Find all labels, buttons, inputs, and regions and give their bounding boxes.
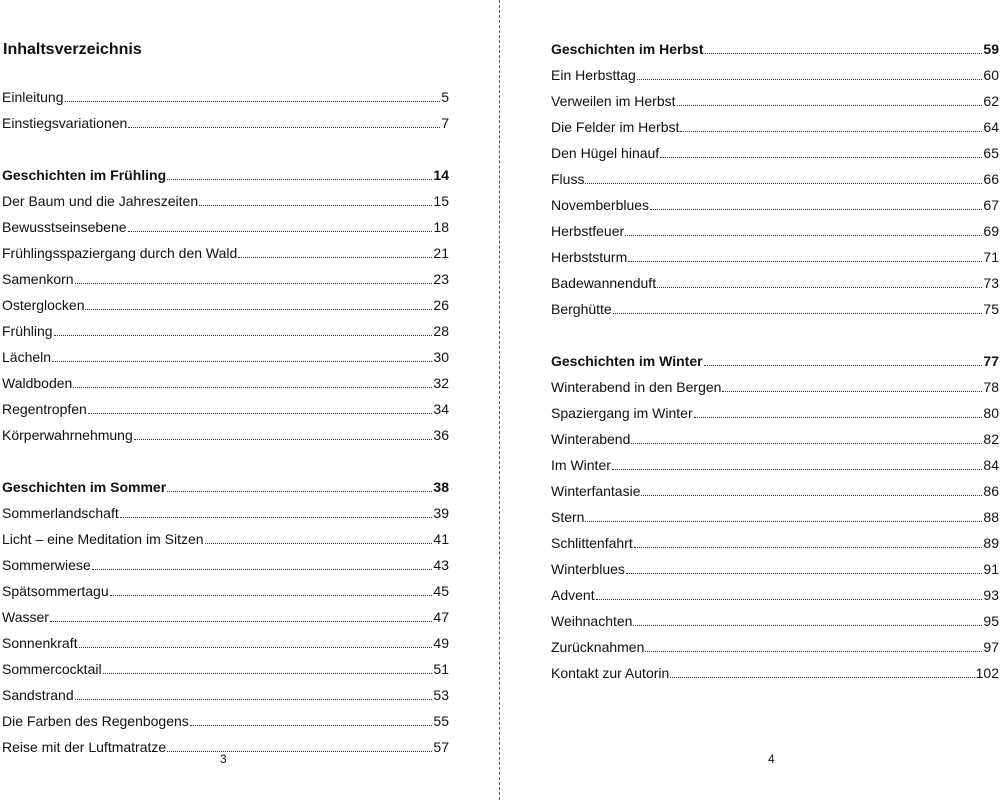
toc-entry[interactable] xyxy=(549,194,1000,214)
toc-entry-label: Badewannenduft xyxy=(551,275,657,291)
toc-entry-page-number: 45 xyxy=(433,583,449,599)
dot-leader xyxy=(670,677,974,678)
toc-entry-page-number: 53 xyxy=(433,687,449,703)
toc-entry[interactable] xyxy=(0,242,451,262)
toc-entry-label: Winterfantasie xyxy=(551,483,641,499)
toc-entry-page-number: 36 xyxy=(433,427,449,443)
toc-entry-label: Herbstfeuer xyxy=(551,223,625,239)
toc-entry-label: Spaziergang im Winter xyxy=(551,405,693,421)
toc-entry[interactable] xyxy=(0,502,451,522)
toc-entry-page-number: 82 xyxy=(983,431,999,447)
toc-entry[interactable] xyxy=(549,402,1000,422)
toc-entry-page-number: 23 xyxy=(433,271,449,287)
toc-entry-label: Bewusstseinsebene xyxy=(2,219,127,235)
dot-leader xyxy=(54,335,433,336)
toc-entry-page-number: 21 xyxy=(433,245,449,261)
dot-leader xyxy=(73,387,432,388)
dot-leader xyxy=(694,417,983,418)
toc-entry[interactable] xyxy=(0,346,451,366)
toc-entry-page-number: 41 xyxy=(433,531,449,547)
dot-leader xyxy=(641,495,982,496)
dot-leader xyxy=(75,699,433,700)
toc-entry-label: Geschichten im Frühling xyxy=(2,167,167,183)
page-divider xyxy=(499,0,500,800)
dot-leader xyxy=(199,205,432,206)
toc-title: Inhaltsverzeichnis xyxy=(3,41,142,58)
toc-entry[interactable] xyxy=(0,580,451,600)
toc-entry-page-number: 51 xyxy=(433,661,449,677)
toc-entry-label: Weihnachten xyxy=(551,613,633,629)
toc-entry-page-number: 102 xyxy=(975,665,999,681)
toc-entry-page-number: 5 xyxy=(441,89,449,105)
toc-entry-label: Licht – eine Meditation im Sitzen xyxy=(2,531,204,547)
toc-entry-label: Ein Herbsttag xyxy=(551,67,636,83)
toc-entry-page-number: 89 xyxy=(983,535,999,551)
toc-entry-page-number: 65 xyxy=(983,145,999,161)
dot-leader xyxy=(128,127,440,128)
toc-entry-label: Osterglocken xyxy=(2,297,85,313)
toc-entry[interactable] xyxy=(549,480,1000,500)
toc-entry[interactable] xyxy=(0,606,451,626)
toc-entry-page-number: 97 xyxy=(983,639,999,655)
dot-leader xyxy=(612,469,983,470)
toc-entry-page-number: 62 xyxy=(983,93,999,109)
toc-entry-label: Lächeln xyxy=(2,349,52,365)
toc-entry-label: Reise mit der Luftmatratze xyxy=(2,739,167,755)
dot-leader xyxy=(205,543,433,544)
dot-leader xyxy=(238,257,432,258)
toc-entry-label: Sommerwiese xyxy=(2,557,91,573)
toc-entry-label: Spätsommertagu xyxy=(2,583,109,599)
dot-leader xyxy=(103,673,433,674)
toc-entry-label: Im Winter xyxy=(551,457,611,473)
toc-entry[interactable] xyxy=(0,424,451,444)
dot-leader xyxy=(120,517,433,518)
toc-entry-label: Sommercocktail xyxy=(2,661,102,677)
toc-entry[interactable] xyxy=(549,298,1000,318)
toc-entry-page-number: 32 xyxy=(433,375,449,391)
dot-leader xyxy=(128,231,433,232)
toc-entry[interactable] xyxy=(549,168,1000,188)
dot-leader xyxy=(585,521,982,522)
toc-entry-page-number: 95 xyxy=(983,613,999,629)
toc-entry-page-number: 66 xyxy=(983,171,999,187)
toc-entry-page-number: 78 xyxy=(983,379,999,395)
toc-entry[interactable] xyxy=(0,112,451,132)
toc-entry-label: Winterblues xyxy=(551,561,625,577)
dot-leader xyxy=(626,573,983,574)
toc-entry-label: Stern xyxy=(551,509,585,525)
toc-entry[interactable] xyxy=(0,398,451,418)
toc-entry-page-number: 39 xyxy=(433,505,449,521)
toc-entry[interactable] xyxy=(549,428,1000,448)
toc-entry-label: Kontakt zur Autorin xyxy=(551,665,670,681)
toc-entry-label: Herbststurm xyxy=(551,249,628,265)
toc-entry-page-number: 34 xyxy=(433,401,449,417)
dot-leader xyxy=(705,53,983,54)
toc-entry-page-number: 73 xyxy=(983,275,999,291)
toc-entry-page-number: 60 xyxy=(983,67,999,83)
dot-leader xyxy=(596,599,983,600)
dot-leader xyxy=(613,313,983,314)
toc-entry-page-number: 91 xyxy=(983,561,999,577)
toc-entry[interactable] xyxy=(549,532,1000,552)
dot-leader xyxy=(85,309,432,310)
toc-section-heading[interactable] xyxy=(549,350,1000,370)
toc-entry-label: Sommerlandschaft xyxy=(2,505,119,521)
toc-entry-page-number: 26 xyxy=(433,297,449,313)
toc-entry[interactable] xyxy=(549,636,1000,656)
toc-entry-label: Regentropfen xyxy=(2,401,87,417)
dot-leader xyxy=(110,595,433,596)
dot-leader xyxy=(134,439,433,440)
dot-leader xyxy=(660,157,982,158)
dot-leader xyxy=(645,651,982,652)
dot-leader xyxy=(75,283,433,284)
toc-entry-label: Frühlingsspaziergang durch den Wald xyxy=(2,245,238,261)
toc-entry[interactable] xyxy=(549,584,1000,604)
toc-entry[interactable] xyxy=(549,90,1000,110)
toc-entry-label: Sonnenkraft xyxy=(2,635,78,651)
toc-entry-label: Sandstrand xyxy=(2,687,74,703)
toc-entry-label: Frühling xyxy=(2,323,53,339)
toc-section-heading[interactable] xyxy=(0,164,451,184)
toc-entry-page-number: 77 xyxy=(983,353,999,369)
toc-entry-label: Den Hügel hinauf xyxy=(551,145,660,161)
toc-entry-label: Verweilen im Herbst xyxy=(551,93,676,109)
toc-entry-page-number: 57 xyxy=(433,739,449,755)
toc-entry-label: Geschichten im Sommer xyxy=(2,479,167,495)
toc-entry[interactable] xyxy=(549,454,1000,474)
dot-leader xyxy=(65,101,441,102)
toc-entry[interactable] xyxy=(549,376,1000,396)
dot-leader xyxy=(190,725,433,726)
dot-leader xyxy=(633,625,982,626)
toc-entry[interactable] xyxy=(549,558,1000,578)
toc-entry-page-number: 38 xyxy=(433,479,449,495)
toc-entry-page-number: 55 xyxy=(433,713,449,729)
toc-entry-page-number: 43 xyxy=(433,557,449,573)
page-number: 3 xyxy=(220,752,227,766)
dot-leader xyxy=(52,361,432,362)
toc-entry[interactable] xyxy=(549,246,1000,266)
toc-entry-page-number: 59 xyxy=(983,41,999,57)
toc-entry-label: Waldboden xyxy=(2,375,73,391)
toc-entry-page-number: 80 xyxy=(983,405,999,421)
toc-entry-label: Die Farben des Regenbogens xyxy=(2,713,189,729)
toc-entry-page-number: 75 xyxy=(983,301,999,317)
toc-entry-page-number: 93 xyxy=(983,587,999,603)
toc-entry-label: Einleitung xyxy=(2,89,64,105)
toc-entry-page-number: 86 xyxy=(983,483,999,499)
toc-entry-page-number: 84 xyxy=(983,457,999,473)
page-number: 4 xyxy=(768,752,775,766)
toc-entry-label: Fluss xyxy=(551,171,585,187)
dot-leader xyxy=(92,569,433,570)
dot-leader xyxy=(79,647,433,648)
toc-entry-page-number: 71 xyxy=(983,249,999,265)
toc-entry[interactable] xyxy=(0,528,451,548)
dot-leader xyxy=(650,209,982,210)
toc-entry-page-number: 14 xyxy=(433,167,449,183)
dot-leader xyxy=(637,79,983,80)
toc-entry-label: Schlittenfahrt xyxy=(551,535,633,551)
toc-entry[interactable] xyxy=(0,372,451,392)
dot-leader xyxy=(631,443,982,444)
toc-entry[interactable] xyxy=(549,272,1000,292)
toc-entry-label: Wasser xyxy=(2,609,49,625)
dot-leader xyxy=(704,365,983,366)
dot-leader xyxy=(50,621,432,622)
toc-entry[interactable] xyxy=(0,632,451,652)
dot-leader xyxy=(167,179,432,180)
toc-entry-label: Körperwahrnehmung xyxy=(2,427,133,443)
dot-leader xyxy=(585,183,982,184)
dot-leader xyxy=(677,105,983,106)
dot-leader xyxy=(657,287,982,288)
toc-section-heading[interactable] xyxy=(549,38,1000,58)
toc-entry-label: Samenkorn xyxy=(2,271,74,287)
toc-entry-page-number: 49 xyxy=(433,635,449,651)
toc-entry-page-number: 15 xyxy=(433,193,449,209)
toc-entry[interactable] xyxy=(549,116,1000,136)
toc-entry-label: Geschichten im Winter xyxy=(551,353,703,369)
dot-leader xyxy=(167,491,432,492)
toc-entry[interactable] xyxy=(0,684,451,704)
toc-entry-label: Berghütte xyxy=(551,301,612,317)
toc-entry-page-number: 18 xyxy=(433,219,449,235)
toc-entry[interactable] xyxy=(549,220,1000,240)
toc-entry[interactable] xyxy=(549,142,1000,162)
toc-entry[interactable] xyxy=(0,658,451,678)
toc-entry-page-number: 88 xyxy=(983,509,999,525)
dot-leader xyxy=(680,131,982,132)
dot-leader xyxy=(628,261,982,262)
toc-entry-label: Winterabend xyxy=(551,431,631,447)
toc-entry-page-number: 28 xyxy=(433,323,449,339)
toc-entry[interactable] xyxy=(0,710,451,730)
toc-entry[interactable] xyxy=(549,662,1000,682)
toc-entry-page-number: 7 xyxy=(441,115,449,131)
toc-entry[interactable] xyxy=(0,268,451,288)
toc-entry-page-number: 69 xyxy=(983,223,999,239)
toc-entry-label: Die Felder im Herbst xyxy=(551,119,680,135)
toc-entry[interactable] xyxy=(0,190,451,210)
toc-entry-page-number: 64 xyxy=(983,119,999,135)
toc-entry[interactable] xyxy=(549,64,1000,84)
toc-section-heading[interactable] xyxy=(0,476,451,496)
toc-entry-label: Zurücknahmen xyxy=(551,639,645,655)
toc-entry[interactable] xyxy=(0,294,451,314)
toc-entry-label: Advent xyxy=(551,587,595,603)
toc-entry-label: Der Baum und die Jahreszeiten xyxy=(2,193,199,209)
dot-leader xyxy=(634,547,983,548)
toc-entry-label: Winterabend in den Bergen xyxy=(551,379,722,395)
toc-entry[interactable] xyxy=(549,506,1000,526)
dot-leader xyxy=(167,751,432,752)
toc-entry-label: Geschichten im Herbst xyxy=(551,41,704,57)
toc-entry[interactable] xyxy=(0,320,451,340)
toc-entry-page-number: 67 xyxy=(983,197,999,213)
toc-entry[interactable] xyxy=(549,610,1000,630)
toc-entry-page-number: 30 xyxy=(433,349,449,365)
toc-entry[interactable] xyxy=(0,554,451,574)
dot-leader xyxy=(625,235,982,236)
toc-entry[interactable] xyxy=(0,86,451,106)
dot-leader xyxy=(88,413,433,414)
toc-entry-page-number: 47 xyxy=(433,609,449,625)
toc-entry-label: Novemberblues xyxy=(551,197,650,213)
toc-entry-label: Einstiegsvariationen xyxy=(2,115,128,131)
dot-leader xyxy=(722,391,982,392)
toc-entry[interactable] xyxy=(0,216,451,236)
